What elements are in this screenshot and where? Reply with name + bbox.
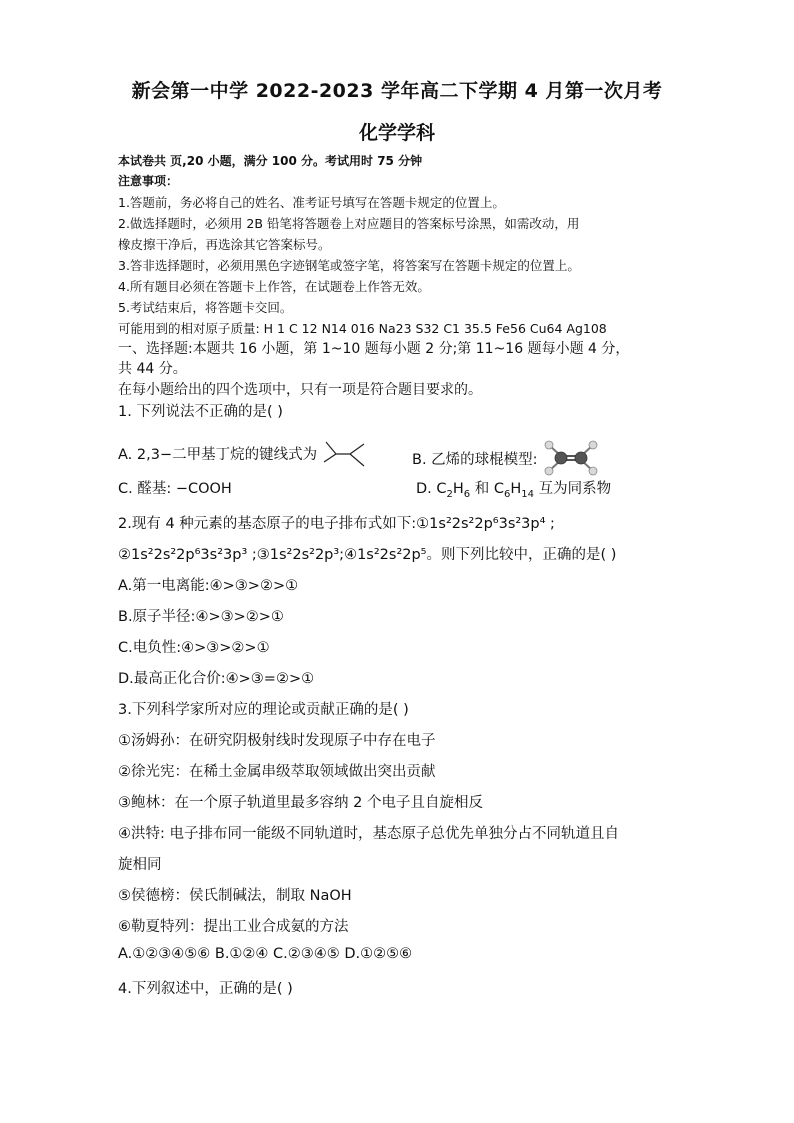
q2-stem-line2: ②1s²2s²2p⁶3s²3p³ ;③1s²2s²2p³;④1s²2s²2p⁵。则下列比较中，正确的是( ) bbox=[118, 547, 617, 563]
exam-info: 本试卷共 页,20 小题，满分 100 分。考试用时 75 分钟 bbox=[118, 154, 423, 168]
q1-d-sub: 14 bbox=[521, 488, 535, 500]
q3-item: ⑤侯德榜：侯氏制碱法，制取 NaOH bbox=[118, 888, 352, 904]
q2-option-a: A.第一电离能:④>③>②>① bbox=[118, 578, 299, 594]
section-heading-cont: 共 44 分。 bbox=[118, 361, 187, 377]
atomic-masses: 可能用到的相对原子质量: H 1 C 12 N14 016 Na23 S32 C1 35.5 Fe56 Cu64 Ag108 bbox=[118, 321, 607, 336]
section-instruction: 在每小题给出的四个选项中，只有一项是符合题目要求的。 bbox=[118, 382, 482, 398]
note-item: 2.做选择题时，必须用 2B 铅笔将答题卷上对应题目的答案标号涂黑，如需改动，用 bbox=[118, 216, 580, 231]
q3-item: 旋相同 bbox=[118, 857, 162, 873]
section-heading: 一、选择题:本题共 16 小题，第 1~10 题每小题 2 分;第 11~16 题每小题 4 分， bbox=[118, 341, 630, 357]
q1-option-c: C. 醛基: −COOH bbox=[118, 481, 232, 497]
q1-d-part: 和 C bbox=[470, 481, 505, 497]
q1-d-part: H bbox=[510, 481, 522, 497]
note-item: 3.答非选择题时，必须用黑色字迹钢笔或签字笔，将答案写在答题卡规定的位置上。 bbox=[118, 258, 580, 273]
note-item: 4.所有题目必须在答题卡上作答，在试题卷上作答无效。 bbox=[118, 279, 430, 294]
q2-option-b: B.原子半径:④>③>②>① bbox=[118, 609, 284, 625]
exam-title: 新会第一中学 2022-2023 学年高二下学期 4 月第一次月考 bbox=[131, 80, 663, 102]
q1-d-sub: 6 bbox=[504, 488, 511, 500]
bond-line-structure-icon bbox=[322, 438, 374, 472]
q1-option-b-text: B. 乙烯的球棍模型: bbox=[412, 452, 538, 468]
q3-item: ④洪特: 电子排布同一能级不同轨道时，基态原子总优先单独分占不同轨道且自 bbox=[118, 826, 619, 842]
q3-item: ①汤姆孙：在研究阴极射线时发现原子中存在电子 bbox=[118, 733, 436, 749]
q1-d-part: 互为同系物 bbox=[534, 481, 612, 497]
q3-options: A.①②③④⑤⑥ B.①②④ C.②③④⑤ D.①②⑤⑥ bbox=[118, 946, 413, 962]
q2-option-d: D.最高正化合价:④>③=②>① bbox=[118, 671, 315, 687]
ethylene-ball-stick-model-icon bbox=[542, 438, 600, 482]
q3-stem: 3.下列科学家所对应的理论或贡献正确的是( ) bbox=[118, 702, 409, 718]
q1-d-part: H bbox=[452, 481, 464, 497]
q4-stem: 4.下列叙述中，正确的是( ) bbox=[118, 981, 293, 997]
subject-title: 化学学科 bbox=[358, 122, 435, 144]
q1-option-d bbox=[416, 477, 611, 500]
q1-d-sub: 6 bbox=[463, 488, 471, 500]
q1-stem: 1. 下列说法不正确的是( ) bbox=[118, 404, 283, 420]
q1-d-sub: 2 bbox=[446, 488, 453, 500]
q2-stem-line1: 2.现有 4 种元素的基态原子的电子排布式如下:①1s²2s²2p⁶3s²3p⁴ ; bbox=[118, 516, 555, 532]
q2-option-c: C.电负性:④>③>②>① bbox=[118, 640, 270, 656]
note-item: 5.考试结束后，将答题卡交回。 bbox=[118, 300, 293, 315]
q1-option-a bbox=[118, 438, 374, 472]
q1-option-a-text: A. 2,3−二甲基丁烷的键线式为 bbox=[118, 447, 318, 463]
q3-item: ②徐光宪：在稀土金属串级萃取领域做出突出贡献 bbox=[118, 764, 436, 780]
q3-item: ③鲍林：在一个原子轨道里最多容纳 2 个电子且自旋相反 bbox=[118, 795, 483, 811]
q1-option-b bbox=[412, 438, 600, 482]
q3-item: ⑥勒夏特列：提出工业合成氨的方法 bbox=[118, 919, 349, 935]
note-item: 1.答题前，务必将自己的姓名、准考证号填写在答题卡规定的位置上。 bbox=[118, 195, 505, 210]
q1-d-part: D. C bbox=[416, 481, 447, 497]
note-item: 橡皮擦干净后，再选涂其它答案标号。 bbox=[118, 237, 331, 252]
notes-heading: 注意事项： bbox=[118, 174, 179, 188]
